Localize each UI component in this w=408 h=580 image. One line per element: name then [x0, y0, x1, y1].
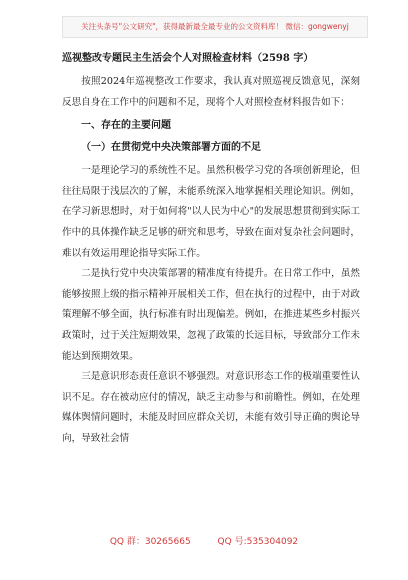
subsection-heading: （一）在贯彻党中央决策部署方面的不足: [81, 142, 261, 154]
intro-paragraph: 按照2024年巡视整改工作要求，我认真对照巡视反馈意见，深刻反思自身在工作中的问题和不足，现将个人对照检查材料报告如下：: [62, 76, 360, 108]
paragraph-2: 二是执行党中央决策部署的精准度有待提升。在日常工作中，虽然能够按照上级的指示精神开展相关工作，但在执行的过程中，由于对政策理解不够全面，执行标准有时出现偏差。例如，在推进某些乡村振兴政策时，过于关注短期效果，忽视了政策的长远目标，导致部分工作未能达到预期效果。: [62, 268, 360, 362]
paragraph-1: 一是理论学习的系统性不足。虽然积极学习党的各项创新理论，但往往局限于浅层次的了解，未能系统深入地掌握相关理论知识。例如，在学习新思想时，对于如何将"以人民为中心"的发展思想贯彻到实际工作中的具体操作缺乏足够的研究和思考，导致在面对复杂社会问题时，难以有效运用理论指导实际工作。: [62, 165, 360, 259]
document-title: 巡视整改专题民主生活会个人对照检查材料（2598 字）: [62, 53, 314, 64]
paragraph-3: 三是意识形态责任意识不够强烈。对意识形态工作的极端重要性认识不足。存在被动应付的情况，缺乏主动参与和前瞻性。例如，在处理媒体舆情问题时，未能及时回应群众关切，未能有效引导正确的舆论导向，导致社会情: [62, 371, 360, 444]
qq-number: QQ 号:535304092: [217, 537, 299, 547]
header-promo-banner: 关注头条号"公文研究"，获得最新最全最专业的公文资料库！ 微信：gongwenyj: [62, 16, 368, 38]
qq-group: QQ 群：30265665: [109, 537, 191, 547]
footer-contacts: [0, 534, 408, 547]
section-heading: 一、存在的主要问题: [81, 120, 171, 132]
document-body: [62, 50, 360, 450]
